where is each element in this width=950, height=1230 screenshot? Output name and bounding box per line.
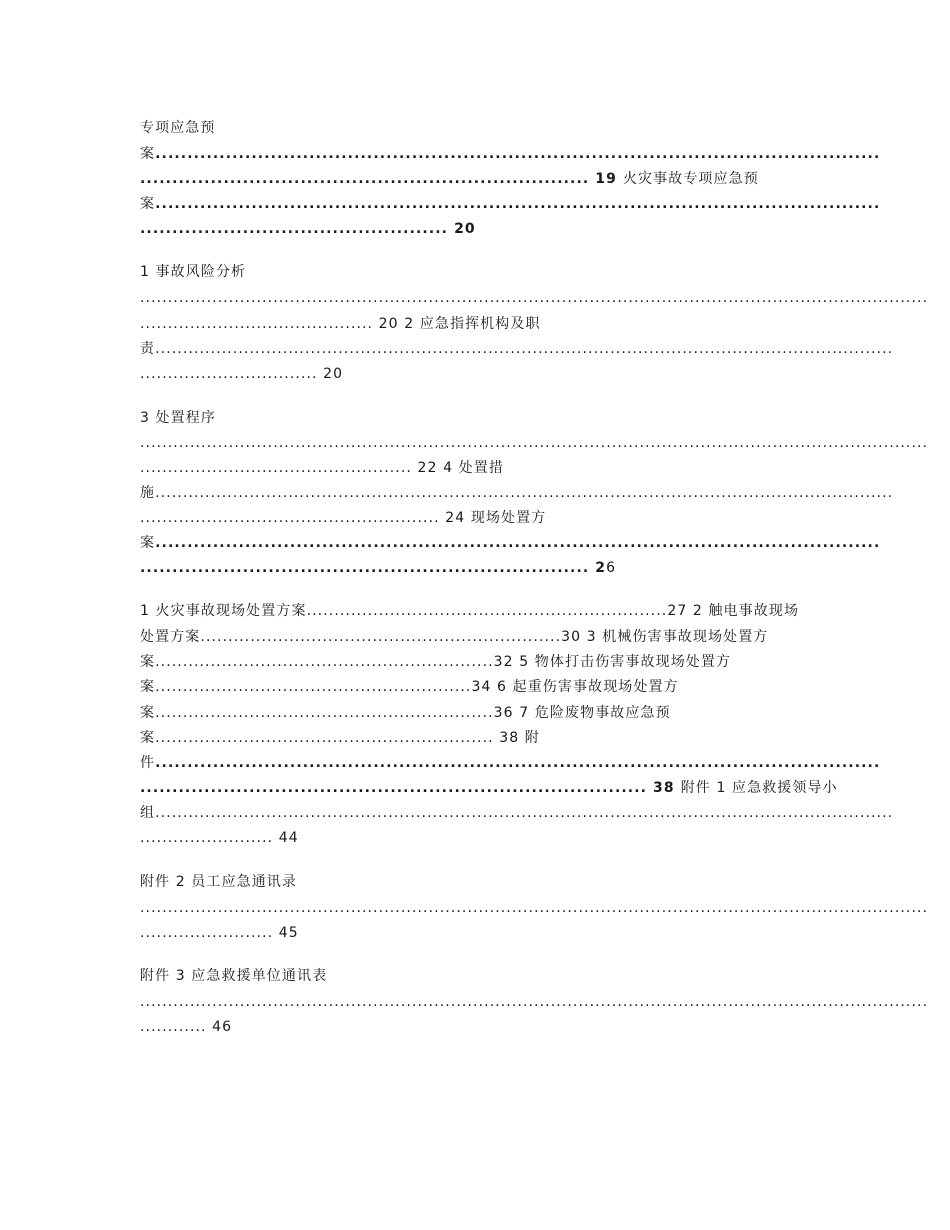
toc-text: 附件 3 应急救援单位通讯表 — [140, 968, 328, 984]
leader-dots: ................................................................................................................. — [155, 146, 881, 162]
toc-line — [140, 992, 928, 1012]
toc-line — [140, 923, 299, 943]
toc-line — [140, 262, 246, 282]
toc-line — [140, 558, 616, 578]
toc-text: 附件 2 员工应急通讯录 — [140, 874, 298, 890]
toc-line — [140, 1017, 232, 1037]
leader-dots: ............................................................. — [155, 654, 494, 670]
toc-text: 组 — [140, 805, 156, 821]
toc-line — [140, 288, 928, 308]
toc-text: 案 — [140, 679, 156, 695]
toc-line — [140, 314, 541, 334]
toc-line — [140, 458, 504, 478]
toc-line — [140, 703, 671, 723]
leader-dots: ......................................................... — [155, 679, 472, 695]
toc-line — [140, 652, 731, 672]
toc-text: 3 处置程序 — [140, 410, 216, 426]
toc-text: 30 3 机械伤害事故现场处置方 — [561, 629, 769, 645]
toc-text: 案 — [140, 535, 156, 551]
leader-dots: ................................................................................................................. — [155, 755, 881, 771]
leader-dots: .............................................................................................................................................. — [140, 435, 929, 451]
toc-text: 38 附 — [493, 730, 540, 746]
leader-dots: ............ — [140, 1019, 207, 1035]
toc-text: 27 2 触电事故现场 — [667, 603, 800, 619]
toc-text: 36 7 危险废物事故应急预 — [493, 705, 671, 721]
toc-text: 附件 1 应急救援领导小 — [680, 780, 838, 796]
toc-text: 20 — [448, 221, 476, 237]
toc-text: 45 — [273, 925, 299, 941]
toc-text: 34 6 起重伤害事故现场处置方 — [471, 679, 679, 695]
toc-text: 32 5 物体打击伤害事故现场处置方 — [493, 654, 732, 670]
toc-line — [140, 508, 546, 528]
toc-text: 38 — [647, 780, 681, 796]
leader-dots: ........................ — [140, 830, 274, 846]
toc-text: 案 — [140, 654, 156, 670]
toc-text: 46 — [206, 1019, 233, 1035]
toc-line — [140, 803, 893, 823]
toc-line — [140, 677, 679, 697]
toc-line — [140, 966, 327, 986]
leader-dots: ............................................................................... — [140, 780, 648, 796]
toc-line — [140, 144, 880, 164]
leader-dots: ..................................................................................................................................... — [155, 341, 894, 357]
toc-line — [140, 483, 893, 503]
toc-text: 20 2 应急指挥机构及职 — [373, 316, 541, 332]
toc-text: 件 — [140, 755, 156, 771]
toc-text: 6 — [606, 560, 617, 576]
leader-dots: ..................................................................................................................................... — [155, 485, 894, 501]
leader-dots: ................................ — [140, 366, 318, 382]
leader-dots: ................................................................. — [306, 603, 668, 619]
toc-line — [140, 778, 838, 798]
toc-text: 案 — [140, 196, 156, 212]
leader-dots: .............................................................................................................................................. — [140, 900, 929, 916]
leader-dots: ............................................................. — [155, 705, 494, 721]
leader-dots: .......................................... — [140, 316, 374, 332]
leader-dots: ................................................. — [140, 460, 412, 476]
toc-line — [140, 364, 343, 384]
toc-line — [140, 728, 540, 748]
toc-text: 22 4 处置措 — [411, 460, 504, 476]
leader-dots: ................................................................. — [200, 629, 562, 645]
toc-line — [140, 433, 928, 453]
toc-line — [140, 753, 880, 773]
leader-dots: ............................................................. — [155, 730, 494, 746]
toc-text: 处置方案 — [140, 629, 201, 645]
toc-line — [140, 533, 880, 553]
toc-text: 24 现场处置方 — [439, 510, 547, 526]
toc-text: 专项应急预 — [140, 120, 216, 136]
toc-line — [140, 339, 893, 359]
leader-dots: ................................................................................................................. — [155, 535, 881, 551]
toc-text: 案 — [140, 730, 156, 746]
toc-text: 20 — [317, 366, 344, 382]
toc-line — [140, 872, 297, 892]
toc-text: 2 — [589, 560, 607, 576]
toc-line — [140, 118, 216, 138]
toc-text: 责 — [140, 341, 156, 357]
toc-line — [140, 194, 880, 214]
toc-line — [140, 627, 768, 647]
leader-dots: ................................................ — [140, 221, 449, 237]
toc-line — [140, 828, 299, 848]
toc-text: 19 — [589, 171, 623, 187]
toc-text: 1 事故风险分析 — [140, 264, 247, 280]
toc-line — [140, 601, 799, 621]
toc-text: 案 — [140, 146, 156, 162]
toc-line — [140, 219, 476, 239]
leader-dots: ...................................................................... — [140, 171, 590, 187]
leader-dots: ..................................................................................................................................... — [155, 805, 894, 821]
leader-dots: ...................................................... — [140, 510, 440, 526]
toc-text: 火灾事故专项应急预 — [622, 171, 759, 187]
leader-dots: ...................................................................... — [140, 560, 590, 576]
toc-line — [140, 408, 216, 428]
toc-line — [140, 898, 928, 918]
toc-text: 施 — [140, 485, 156, 501]
leader-dots: ................................................................................................................. — [155, 196, 881, 212]
leader-dots: ........................ — [140, 925, 274, 941]
toc-line — [140, 169, 759, 189]
toc-text: 案 — [140, 705, 156, 721]
leader-dots: .............................................................................................................................................. — [140, 994, 929, 1010]
leader-dots: .............................................................................................................................................. — [140, 290, 929, 306]
toc-text: 1 火灾事故现场处置方案 — [140, 603, 307, 619]
toc-text: 44 — [273, 830, 299, 846]
